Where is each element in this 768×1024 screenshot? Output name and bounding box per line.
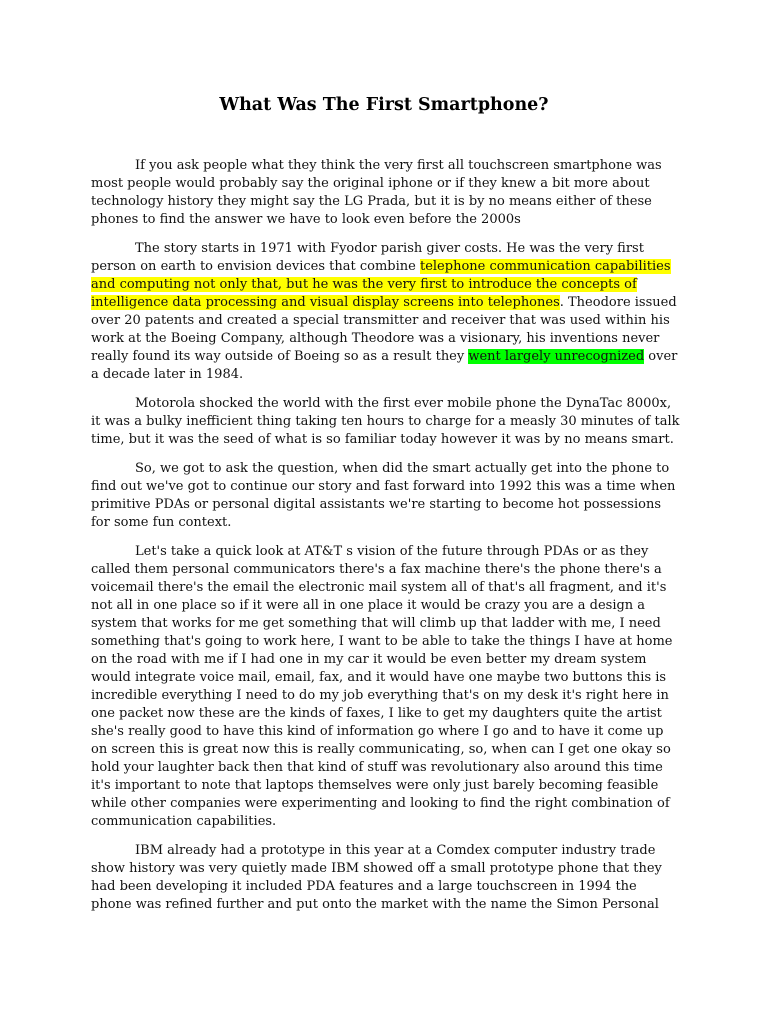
- yellow-highlight: telephone communication capabilities and computing not only that, but he was the very first to introduce the concepts of intelligence data processing and visual display screens into telephones: [91, 259, 671, 310]
- paragraph-text-segment: The story starts in 1971 with Fyodor parish giver costs. He was the very first person on earth to envision devices that combine: [91, 241, 644, 274]
- document-body: [91, 157, 681, 925]
- paragraph-att-vision: Let's take a quick look at AT&T s vision of the future through PDAs or as they called them personal communicators there's a fax machine there's the phone there's a voicemail there's the email the electronic mail system all of that's all fragment, and it's not all in one place so if it were all in one place it would be crazy you are a design a system that works for me get something that will climb up that ladder with me, I need something that's going to work here, I want to be able to take the things I have at home on the road with me if I had one in my car it would be even better my dream system would integrate voice mail, email, fax, and it would have one maybe two buttons this is incredible everything I need to do my job everything that's on my desk it's right here in one packet now these are the kinds of faxes, I like to get my daughters quite the artist she's really good to have this kind of information go where I go and to have it come up on screen this is great now this is really communicating, so, when can I get one okay so hold your laughter back then that kind of stuff was revolutionary also around this time it's important to note that laptops themselves were only just barely becoming feasible while other companies were experimenting and looking to find the right combination of communication capabilities.: [91, 544, 673, 829]
- paragraph-intro: If you ask people what they think the very first all touchscreen smartphone was most people would probably say the original iphone or if they knew a bit more about technology history they might say the LG Prada, but it is by no means either of these phones to find the answer we have to look even before the 2000s: [91, 158, 662, 227]
- paragraph-story-start: [91, 240, 681, 384]
- paragraph-motorola: Motorola shocked the world with the first ever mobile phone the DynaTac 8000x, it was a bulky inefficient thing taking ten hours to charge for a measly 30 minutes of talk time, but it was the seed of what is so familiar today however it was by no means smart.: [91, 396, 680, 447]
- paragraph-question: So, we got to ask the question, when did the smart actually get into the phone to find out we've got to continue our story and fast forward into 1992 this was a time when primitive PDAs or personal digital assistants we're starting to become hot possessions for some fun context.: [91, 461, 676, 530]
- paragraph-text-segment: over a decade later in 1984.: [91, 349, 678, 382]
- document-title: What Was The First Smartphone?: [219, 95, 549, 115]
- green-highlight: went largely unrecognized: [468, 349, 645, 364]
- paragraph-ibm: IBM already had a prototype in this year at a Comdex computer industry trade show history was very quietly made IBM showed off a small prototype phone that they had been developing it included PDA features and a large touchscreen in 1994 the phone was refined further and put onto the market with the name the Simon Personal: [91, 843, 662, 912]
- paragraph-text-segment: . Theodore issued over 20 patents and created a special transmitter and receiver that was used within his work at the Boeing Company, although Theodore was a visionary, his inventions never really found its way outside of Boeing so as a result they: [91, 295, 677, 364]
